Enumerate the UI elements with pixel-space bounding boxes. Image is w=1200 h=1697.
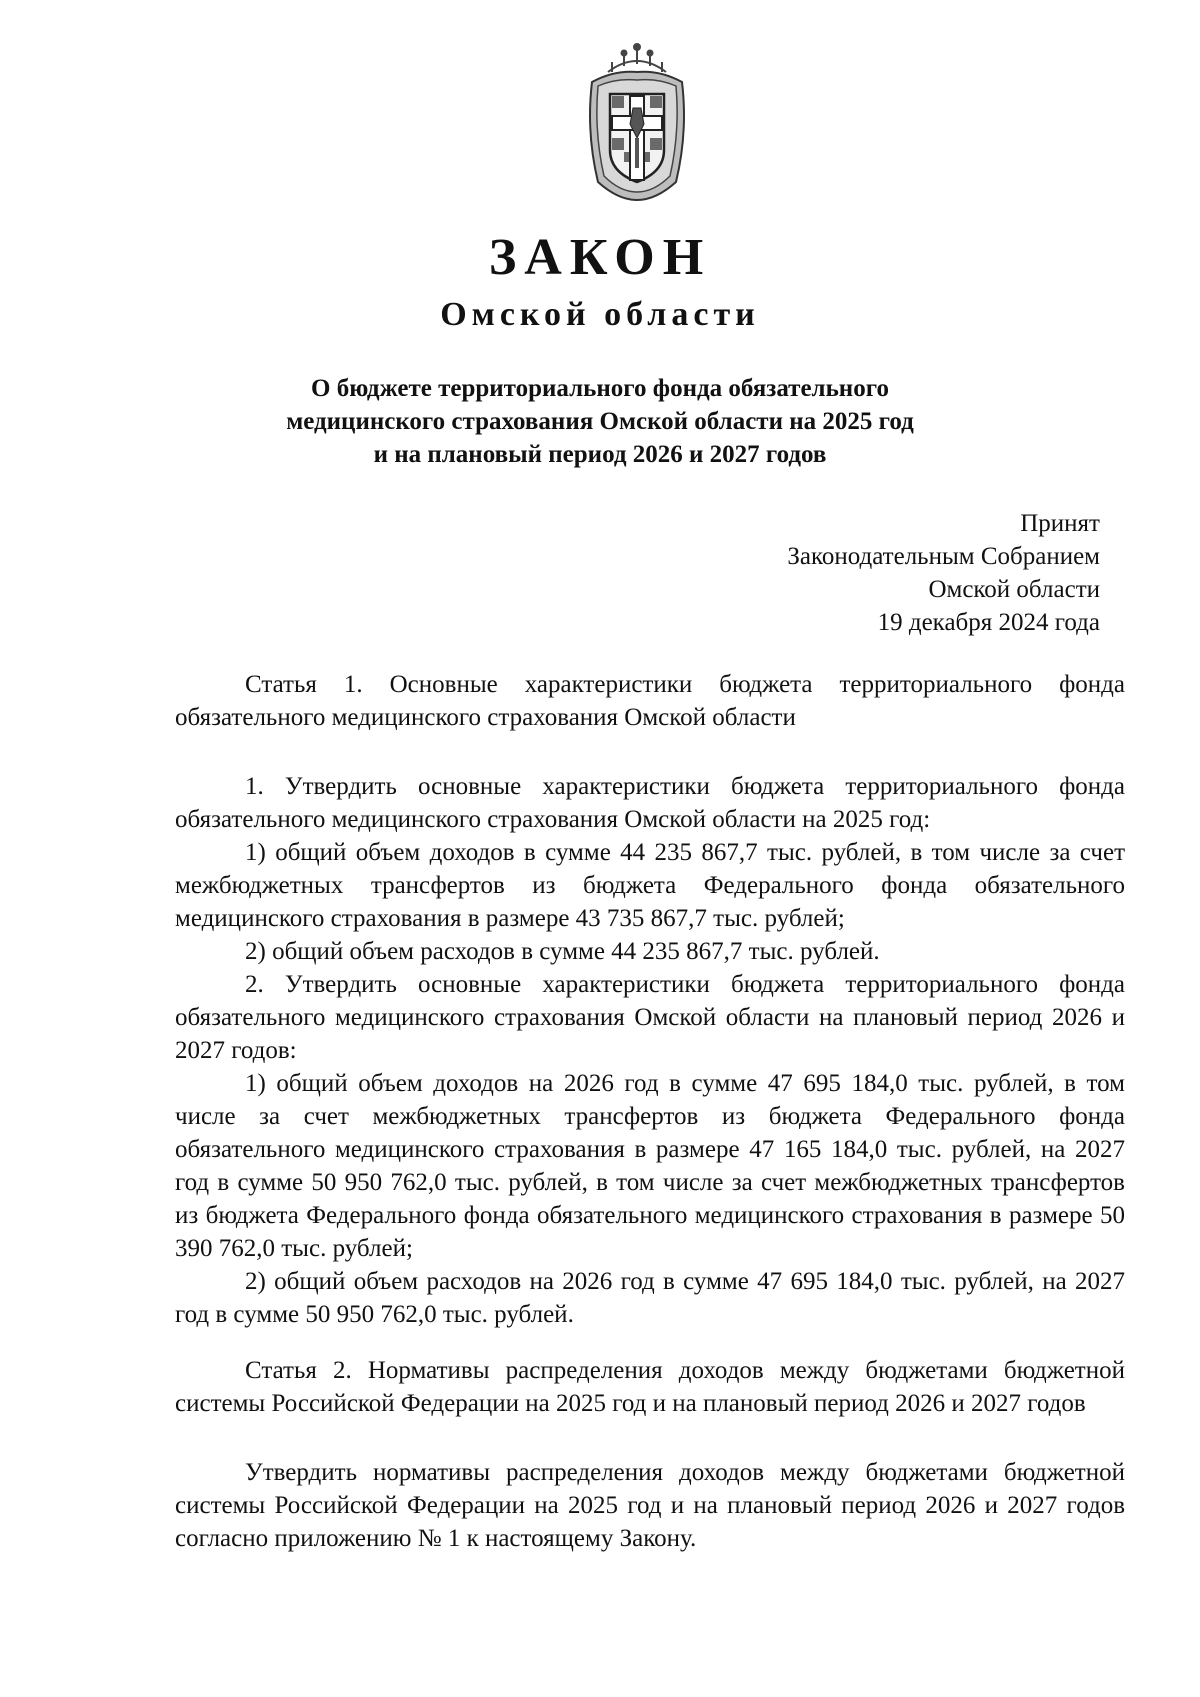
article-2-heading: Статья 2. Нормативы распределения доходов между бюджетами бюджетной системы Российской Федерации на 2025 год и на плановый период 2026 и 2027 годов	[175, 1357, 1125, 1417]
document-title-line: и на плановый период 2026 и 2027 годов	[373, 441, 827, 468]
article-1-body	[175, 770, 1125, 1331]
document-title-line: О бюджете территориального фонда обязательного	[311, 375, 889, 402]
article-2-paragraph: Утвердить нормативы распределения доходов между бюджетами бюджетной системы Российской Федерации на 2025 год и на плановый период 2026 и 2027 годов согласно приложению № 1 к настоящему Закону.	[175, 1459, 1125, 1552]
adoption-line: Принят	[1020, 510, 1100, 537]
adoption-line: Омской области	[928, 576, 1100, 603]
article-1-paragraph: 2) общий объем расходов на 2026 год в сумме 47 695 184,0 тыс. рублей, на 2027 год в сумме 50 950 762,0 тыс. рублей.	[175, 1268, 1125, 1328]
article-2-body	[175, 1456, 1125, 1555]
article-1-paragraph: 1) общий объем доходов в сумме 44 235 867,7 тыс. рублей, в том числе за счет межбюджетных трансфертов из бюджета Федерального фонда обязательного медицинского страхования в размере 43 735 867,7 тыс. рублей;	[175, 839, 1125, 932]
adoption-block	[787, 507, 1100, 639]
document-title	[200, 372, 1000, 471]
document-region-heading: Омской области	[440, 296, 760, 333]
article-1-heading: Статья 1. Основные характеристики бюджета территориального фонда обязательного медицинского страхования Омской области	[175, 671, 1125, 731]
article-1-heading-block	[175, 668, 1125, 734]
article-1-paragraph: 2. Утвердить основные характеристики бюджета территориального фонда обязательного медицинского страхования Омской области на плановый период 2026 и 2027 годов:	[175, 971, 1125, 1064]
adoption-date: 19 декабря 2024 года	[877, 609, 1100, 636]
document-title-line: медицинского страхования Омской области на 2025 год	[286, 408, 914, 435]
document-type-heading: ЗАКОН	[488, 229, 712, 286]
article-2-heading-block	[175, 1354, 1125, 1420]
adoption-line: Законодательным Собранием	[787, 543, 1100, 570]
omsk-oblast-coat-of-arms-icon	[578, 42, 696, 202]
article-1-paragraph: 1. Утвердить основные характеристики бюджета территориального фонда обязательного медицинского страхования Омской области на 2025 год:	[175, 773, 1125, 833]
article-1-paragraph: 2) общий объем расходов в сумме 44 235 867,7 тыс. рублей.	[245, 938, 880, 965]
article-1-paragraph: 1) общий объем доходов на 2026 год в сумме 47 695 184,0 тыс. рублей, в том числе за счет межбюджетных трансфертов из бюджета Федерального фонда обязательного медицинского страхования в размере 47 165 184,0 тыс. рублей, на 2027 год в сумме 50 950 762,0 тыс. рублей, в том числе за счет межбюджетных трансфертов из бюджета Федерального фонда обязательного медицинского страхования в размере 50 390 762,0 тыс. рублей;	[175, 1070, 1125, 1262]
